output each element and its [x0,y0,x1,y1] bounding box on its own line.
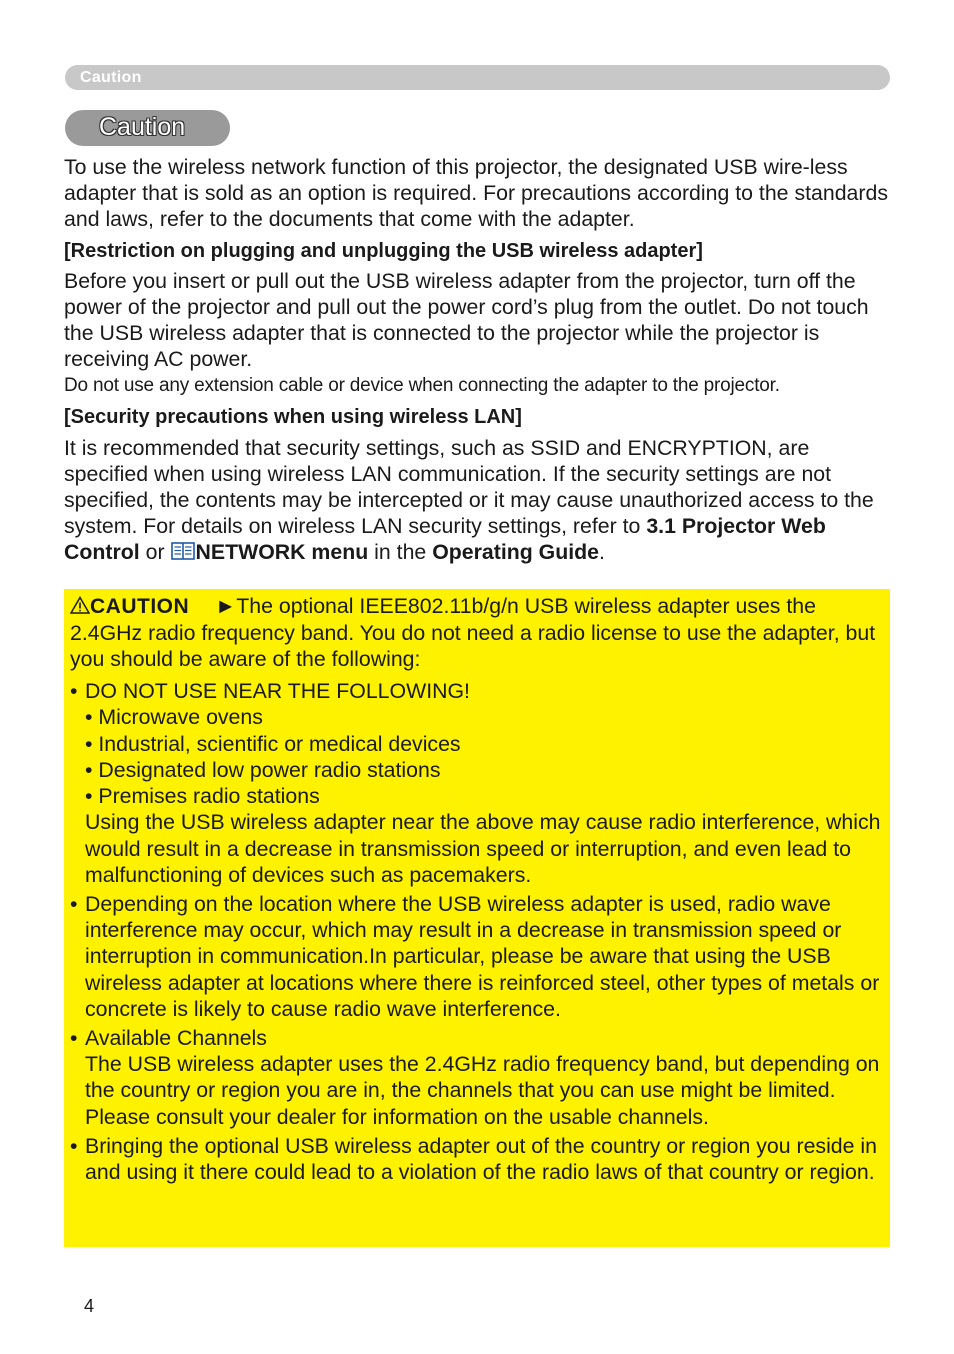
restriction-body: Before you insert or pull out the USB wireless adapter from the projector, turn off the power of the projector and pull out the power cord’s plug from the outlet. Do not touch the USB wireless adapter that is connected to the projector while the projector is receiving AC power. [64,269,869,371]
list-item [70,1025,885,1130]
caution-bullets [70,678,885,1188]
bullet-dot: • [70,891,78,916]
restriction-note: Do not use any extension cable or device when connecting the adapter to the projector. [64,375,780,396]
ref-operating-guide: Operating Guide [432,540,600,564]
list-item [70,891,885,1022]
warning-triangle-icon [70,596,90,614]
security-body [64,435,894,565]
sub-list-item: • Designated low power radio stations [85,757,441,782]
ref-web-control: 3.1 Projector Web Control [64,514,826,564]
caution-intro [70,593,885,672]
bullet-dot: • [70,1133,78,1158]
caution-label: CAUTION [90,595,190,618]
bullet-dot: • [70,679,78,703]
sub-list-item: • Microwave ovens [85,705,263,730]
bullet-text: The USB wireless adapter uses the 2.4GHz radio frequency band, but depending on the country or region you are in, the channels that you can use might be limited. Please consult your dealer for information on the usable channels. [85,1052,880,1129]
book-icon [171,541,195,561]
sub-list [85,704,885,809]
bullet-text: Depending on the location where the USB wireless adapter is used, radio wave interference may occur, which may result in a decrease in transmission speed or interruption in communication.In particular, please be aware that using the USB wireless adapter at locations where there is reinforced steel, other types of metals or concrete is likely to cause radio wave interference. [85,891,880,1022]
section-header-bar [65,65,890,90]
caution-intro-text: The optional IEEE802.11b/g/n USB wireless adapter uses the 2.4GHz radio frequency band. You do not need a radio license to use the adapter, but you should be aware of the following: [70,594,876,671]
bullet-title: DO NOT USE NEAR THE FOLLOWING! [85,679,470,703]
list-item [70,1133,885,1186]
sub-list-item: • Industrial, scientific or medical devices [85,731,461,756]
bullet-text: Bringing the optional USB wireless adapter out of the country or region you reside in and using it there could lead to a violation of the radio laws of that country or region. [85,1133,877,1184]
caution-box [64,589,890,1247]
title-pill [65,110,230,146]
security-heading: [Security precautions when using wireless LAN] [64,406,522,428]
bullet-dot: • [70,1025,78,1050]
arrow-icon: ► [215,594,237,618]
security-period: . [599,540,605,564]
page-number: 4 [84,1296,95,1316]
ref-network-menu: NETWORK menu [195,540,369,564]
section-header-label: Caution [80,69,142,86]
security-or: or [139,540,171,564]
restriction-heading: [Restriction on plugging and unplugging the USB wireless adapter] [64,240,703,262]
security-in-the: in the [368,540,433,564]
bullet-title: Available Channels [85,1025,267,1050]
list-item [70,678,885,888]
intro-paragraph: To use the wireless network function of this projector, the designated USB wire-less adapter that is sold as an option is required. For precautions according to the standards and laws, refer to the documents that come with the adapter. [64,155,888,231]
security-text: It is recommended that security settings, such as SSID and ENCRYPTION, are specified when using wireless LAN communication. If the security settings are not specified, the contents may be intercepted or it may cause unauthorized access to the system. For details on wireless LAN security settings, refer to [64,436,874,538]
page-title: Caution [99,113,186,141]
sub-list-item: • Premises radio stations [85,784,320,809]
bullet-text: Using the USB wireless adapter near the above may cause radio interference, which would result in a decrease in transmission speed or interruption, and even lead to malfunctioning of devices such as pacemakers. [85,810,881,888]
